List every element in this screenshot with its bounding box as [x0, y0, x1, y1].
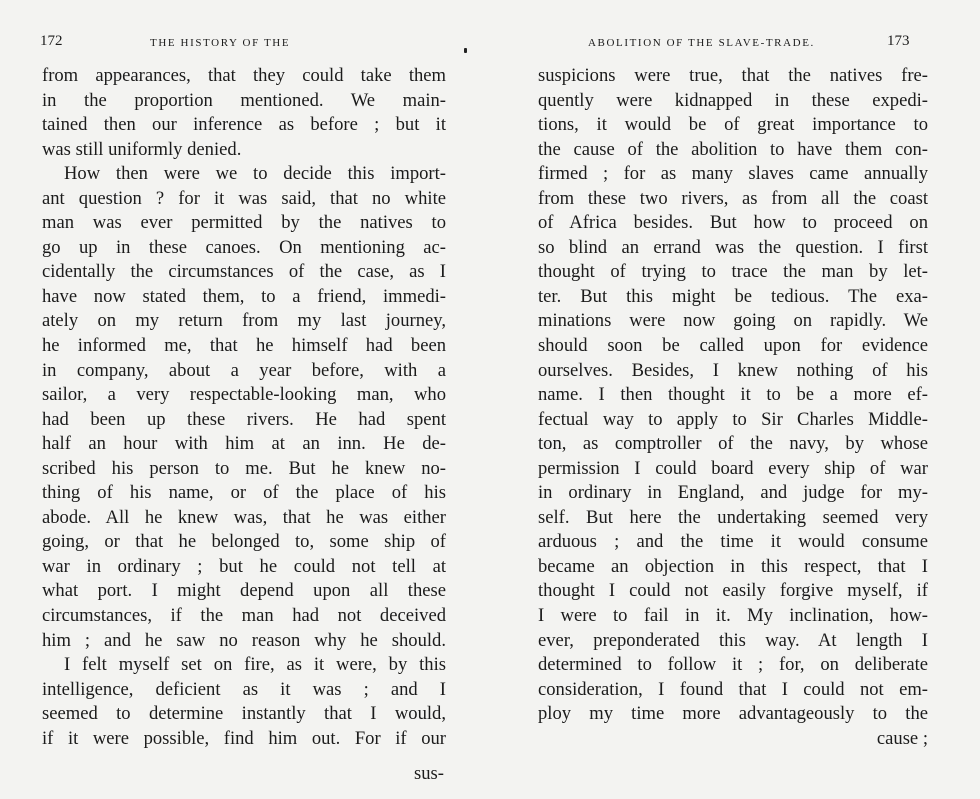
- text-line: of Africa besides. But how to proceed on: [538, 212, 928, 234]
- text-line: going, or that he belonged to, some ship of: [42, 531, 446, 553]
- text-line: sailor, a very respectable-looking man, who: [42, 384, 446, 406]
- text-line: from these two rivers, as from all the coast: [538, 187, 928, 209]
- text-line: became an objection in this respect, that I: [538, 555, 928, 577]
- text-line: in the proportion mentioned. We main-: [42, 89, 446, 111]
- text-line: determined to follow it ; for, on deliberate: [538, 654, 928, 676]
- text-line: man was ever permitted by the natives to: [42, 212, 446, 234]
- text-line: suspicions were true, that the natives fre-: [538, 65, 928, 86]
- text-line: tions, it would be of great importance to: [538, 114, 928, 136]
- text-line: ton, as comptroller of the navy, by whose: [538, 433, 928, 455]
- text-line: intelligence, deficient as it was ; and I: [42, 678, 446, 700]
- right-running-head: ABOLITION OF THE SLAVE-TRADE.: [588, 37, 815, 49]
- text-line: war in ordinary ; but he could not tell at: [42, 555, 446, 577]
- text-line: thought I could not easily forgive myself, if: [538, 580, 928, 602]
- text-line: from appearances, that they could take them: [42, 65, 446, 86]
- text-line: if it were possible, find him out. For if our: [42, 727, 446, 749]
- text-line: cause ;: [876, 727, 928, 749]
- text-line: ant question ? for it was said, that no white: [42, 187, 446, 209]
- text-line: permission I could board every ship of war: [538, 457, 928, 479]
- text-line: I were to fail in it. My inclination, how-: [538, 605, 928, 627]
- text-line: ately on my return from my last journey,: [42, 310, 446, 332]
- left-page-body: [42, 64, 446, 751]
- right-page-number: 173: [887, 33, 910, 49]
- left-running-head: THE HISTORY OF THE: [150, 37, 291, 49]
- right-page: [490, 0, 980, 799]
- right-page-body: [538, 64, 928, 751]
- text-line: ourselves. Besides, I knew nothing of his: [538, 359, 928, 381]
- text-line: him ; and he saw no reason why he should.: [42, 629, 446, 651]
- text-line: abode. All he knew was, that he was either: [42, 506, 446, 528]
- text-line: self. But here the undertaking seemed very: [538, 506, 928, 528]
- paragraph-start-line: How then were we to decide this import-: [64, 163, 446, 185]
- text-line: he informed me, that he himself had been: [42, 335, 446, 357]
- catchword: sus-: [414, 763, 444, 784]
- text-line: ter. But this might be tedious. The exa-: [538, 285, 928, 307]
- text-line: was still uniformly denied.: [42, 138, 242, 160]
- text-line: thing of his name, or of the place of his: [42, 482, 446, 504]
- text-line: consideration, I found that I could not em-: [538, 678, 928, 700]
- text-line: have now stated them, to a friend, immedi-: [42, 285, 446, 307]
- text-line: what port. I might depend upon all these: [42, 580, 446, 602]
- text-line: cidentally the circumstances of the case, as I: [42, 261, 446, 283]
- text-line: half an hour with him at an inn. He de-: [42, 433, 446, 455]
- text-line: the cause of the abolition to have them con-: [538, 138, 928, 160]
- text-line: name. I then thought it to be a more ef-: [538, 384, 928, 406]
- text-line: thought of trying to trace the man by let-: [538, 261, 928, 283]
- text-line: circumstances, if the man had not deceived: [42, 605, 446, 627]
- text-line: arduous ; and the time it would consume: [538, 531, 928, 553]
- text-line: minations were now going on rapidly. We: [538, 310, 928, 332]
- text-line: in company, about a year before, with a: [42, 359, 446, 381]
- text-line: had been up these rivers. He had spent: [42, 408, 446, 430]
- gutter-mark: [464, 48, 467, 53]
- text-line: in ordinary in England, and judge for my-: [538, 482, 928, 504]
- text-line: should soon be called upon for evidence: [538, 335, 928, 357]
- text-line: ploy my time more advantageously to the: [538, 703, 928, 725]
- text-line: seemed to determine instantly that I would,: [42, 703, 446, 725]
- text-line: scribed his person to me. But he knew no-: [42, 457, 446, 479]
- left-page-number: 172: [40, 33, 63, 49]
- text-line: go up in these canoes. On mentioning ac-: [42, 236, 446, 258]
- paragraph-start-line: I felt myself set on fire, as it were, by this: [64, 654, 446, 676]
- text-line: so blind an errand was the question. I first: [538, 236, 928, 258]
- text-line: ever, preponderated this way. At length I: [538, 629, 928, 651]
- text-line: firmed ; for as many slaves came annually: [538, 163, 928, 185]
- text-line: fectual way to apply to Sir Charles Middle-: [538, 408, 928, 430]
- text-line: tained then our inference as before ; but it: [42, 114, 446, 136]
- text-line: quently were kidnapped in these expedi-: [538, 89, 928, 111]
